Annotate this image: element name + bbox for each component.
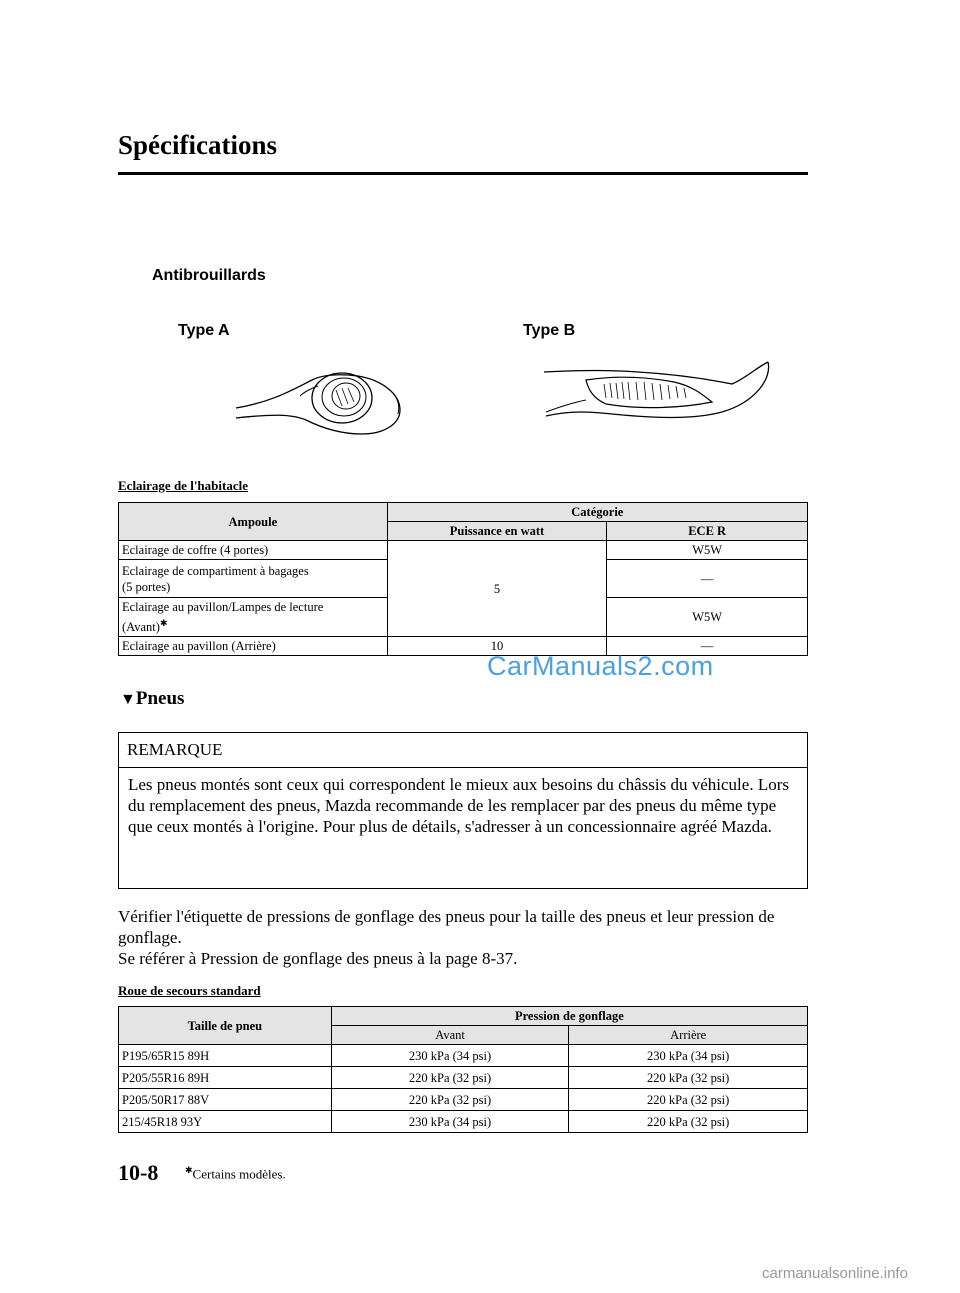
size-cell: P205/55R16 89H [119,1067,332,1089]
rear-cell: 220 kPa (32 psi) [569,1067,808,1089]
note-text: Les pneus montés sont ceux qui correspondent le mieux aux besoins du châssis du véhicule. Lors du remplacement des pneus, Mazda recommande de les remplacer par des pneus du même type que ceux montés à l'origine. Pour plus de détails, s'adresser à un concessionnaire agréé Mazda. [128,775,789,836]
ece-cell: W5W [607,541,808,560]
header-divider [118,172,808,175]
ece-cell: — [607,637,808,656]
type-b-label: Type B [523,322,576,339]
type-a-label: Type A [178,322,230,339]
front-cell: 220 kPa (32 psi) [331,1067,569,1089]
watt-cell: 10 [387,637,607,656]
spare-tire-table [118,1006,808,1133]
front-cell: 220 kPa (32 psi) [331,1089,569,1111]
rear-cell: 230 kPa (34 psi) [569,1045,808,1067]
ece-cell: W5W [607,598,808,637]
col-watt-header: Puissance en watt [387,522,607,541]
col-front-header: Avant [331,1026,569,1045]
fog-light-type-b-illustration [542,358,774,422]
front-cell: 230 kPa (34 psi) [331,1045,569,1067]
footer-note: ✱Certains modèles. [185,1165,286,1182]
size-cell: P205/50R17 88V [119,1089,332,1111]
note-box [118,732,808,889]
watermark: CarManuals2.com [487,651,714,681]
table-row [119,1045,808,1067]
certain-models-star: ✱ [159,618,168,628]
size-cell: 215/45R18 93Y [119,1111,332,1133]
star-icon: ✱ [185,1165,193,1175]
page-number: 10-8 [118,1160,159,1185]
table-row [119,1067,808,1089]
note-label: REMARQUE [119,733,807,768]
col-size-header: Taille de pneu [119,1007,332,1045]
bulb-cell: Eclairage de compartiment à bagages (5 portes) [119,560,388,598]
triangle-down-icon: ▼ [120,691,136,708]
tires-section-title: ▼Pneus [120,688,185,709]
spare-tire-heading: Roue de secours standard [118,983,261,998]
rear-cell: 220 kPa (32 psi) [569,1089,808,1111]
fog-light-type-a-illustration [232,362,407,440]
front-cell: 230 kPa (34 psi) [331,1111,569,1133]
col-rear-header: Arrière [569,1026,808,1045]
bulb-cell: Eclairage de coffre (4 portes) [119,541,388,560]
col-pressure-header: Pression de gonflage [331,1007,807,1026]
col-ece-header: ECE R [607,522,808,541]
fog-lights-title: Antibrouillards [152,267,266,284]
watt-cell: 5 [387,541,607,637]
ece-cell: — [607,560,808,598]
page-title: Spécifications [118,130,277,160]
table-row [119,541,808,560]
table-row [119,1089,808,1111]
tire-pressure-paragraph: Vérifier l'étiquette de pressions de gonflage des pneus pour la taille des pneus et leur pression de gonflage. Se référer à Pression de gonflage des pneus à la page 8-37. [118,907,775,968]
col-category-header: Catégorie [387,503,807,522]
size-cell: P195/65R15 89H [119,1045,332,1067]
col-bulb-header: Ampoule [119,503,388,541]
bulb-cell: Eclairage au pavillon (Arrière) [119,637,388,656]
table-row [119,1111,808,1133]
bulb-cell: Eclairage au pavillon/Lampes de lecture (Avant)✱ [119,598,388,637]
rear-cell: 220 kPa (32 psi) [569,1111,808,1133]
interior-lights-heading: Eclairage de l'habitacle [118,478,248,493]
interior-lights-table [118,502,808,656]
site-watermark: carmanualsonline.info [762,1265,908,1282]
